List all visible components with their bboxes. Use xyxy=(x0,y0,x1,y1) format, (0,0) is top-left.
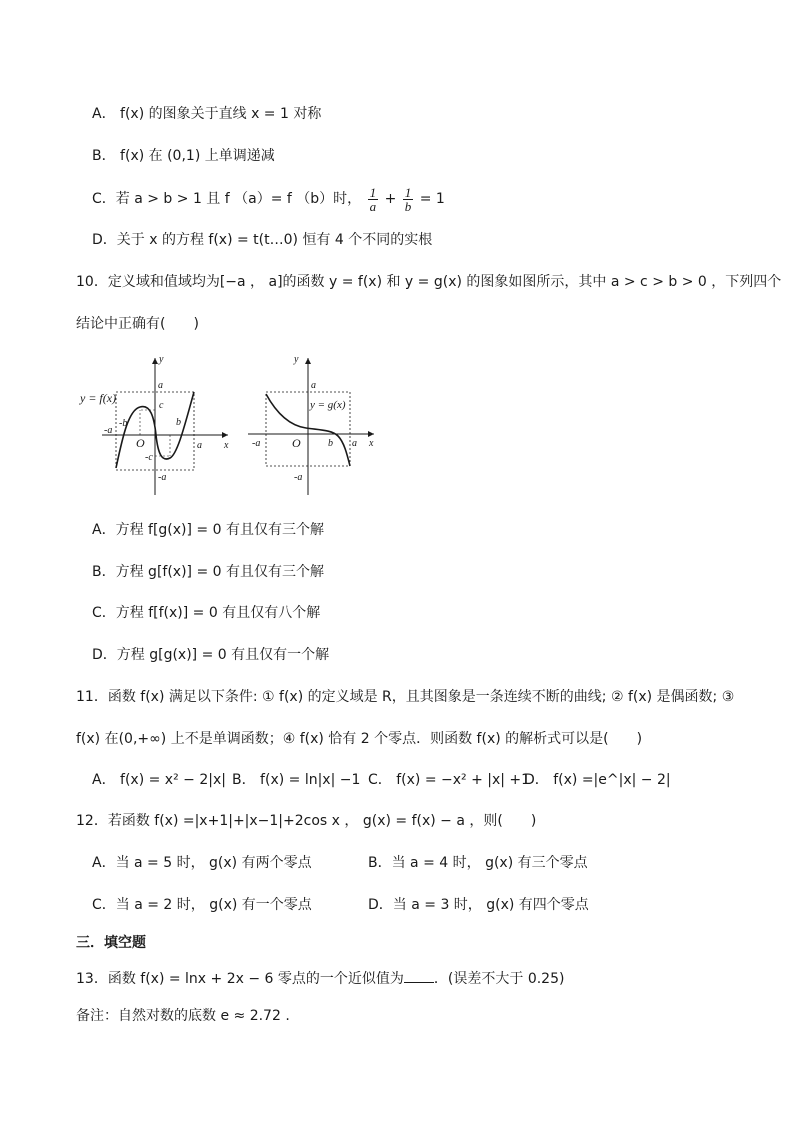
answer-blank xyxy=(404,968,434,983)
q13-stem-tolerance: ．(误差不大于 0.25) xyxy=(433,971,565,987)
q10-stem-line-1: 10．定义域和值域均为[−a ， a]的函数 y = f(x) 和 y = g(x) 的图象如图所示，其中 a > c > b > 0 ，下列四个 xyxy=(76,274,782,290)
graph-f-x-label: x xyxy=(224,440,229,451)
q11-stem-line-1: 11．函数 f(x) 满足以下条件: ① f(x) 的定义域是 R，且其图象是一条连续不断的曲线; ② f(x) 是偶函数; ③ xyxy=(76,689,735,705)
plus-sign: + xyxy=(384,191,397,207)
fraction-numerator: 1 xyxy=(404,184,412,200)
q9-option-c-fraction-2 xyxy=(403,186,414,213)
q13-stem xyxy=(76,968,564,989)
fraction-denominator: a xyxy=(369,198,377,214)
graph-g-b-label: b xyxy=(328,438,333,449)
q11-option-a: A． f(x) = x² − 2|x| xyxy=(92,772,226,788)
q9-option-b: B． f(x) 在 (0,1) 上单调递减 xyxy=(92,148,275,164)
q12-option-a: A．当 a = 5 时， g(x) 有两个零点 xyxy=(92,855,312,871)
fraction-numerator: 1 xyxy=(369,184,377,200)
q11-option-c: C． f(x) = −x² + |x| +1 xyxy=(368,772,531,788)
q12-stem: 12．若函数 f(x) =|x+1|+|x−1|+2cos x ， g(x) = f(x) − a ，则( ) xyxy=(76,813,537,829)
graph-f-y-arrow xyxy=(152,358,158,364)
graph-g-x-label: x xyxy=(369,438,374,449)
graph-g-x-arrow xyxy=(368,431,374,437)
graph-f-a-right-label: a xyxy=(197,440,202,451)
section-heading-fill-in: 三．填空题 xyxy=(76,935,146,951)
q10-stem-line-2: 结论中正确有( ) xyxy=(76,316,199,332)
graph-g-y-arrow xyxy=(305,358,311,364)
graph-g-y-label: y xyxy=(294,354,299,365)
graph-f-y-label: y xyxy=(159,354,164,365)
graph-f-neg-a-bottom-label: -a xyxy=(158,472,167,483)
q12-option-c: C．当 a = 2 时， g(x) 有一个零点 xyxy=(92,897,312,913)
q12-option-d: D．当 a = 3 时， g(x) 有四个零点 xyxy=(368,897,589,913)
graph-f-neg-b-label: -b xyxy=(119,418,128,429)
q10-option-d: D．方程 g[g(x)] = 0 有且仅有一个解 xyxy=(92,647,330,663)
q9-option-a: A． f(x) 的图象关于直线 x = 1 对称 xyxy=(92,106,322,122)
graph-g-neg-a-left-label: -a xyxy=(252,438,261,449)
fraction-denominator: b xyxy=(404,198,412,214)
q9-option-c-result: = 1 xyxy=(419,191,445,207)
graph-f-neg-c-label: -c xyxy=(145,452,153,463)
graph-g-a-top-label: a xyxy=(311,380,316,391)
q11-option-d: D． f(x) =|e^|x| − 2| xyxy=(524,772,671,788)
graph-f-a-top-label: a xyxy=(158,380,163,391)
q11-stem-line-2: f(x) 在(0,+∞) 上不是单调函数；④ f(x) 恰有 2 个零点．则函数 f(x) 的解析式可以是( ) xyxy=(76,731,643,747)
q12-option-b: B．当 a = 4 时， g(x) 有三个零点 xyxy=(368,855,588,871)
graph-f-c-label: c xyxy=(159,400,164,411)
q9-option-c-fraction-1 xyxy=(368,186,379,213)
graph-g xyxy=(244,350,394,500)
q13-stem-text: 13．函数 f(x) = lnx + 2x − 6 零点的一个近似值为 xyxy=(76,971,404,987)
q9-option-c xyxy=(92,184,445,214)
graph-f-neg-a-left-label: -a xyxy=(104,425,113,436)
graph-f-x-arrow xyxy=(222,432,228,438)
q13-note: 备注：自然对数的底数 e ≈ 2.72 . xyxy=(76,1008,290,1024)
graph-g-neg-a-bottom-label: -a xyxy=(294,472,303,483)
q10-option-c: C．方程 f[f(x)] = 0 有且仅有八个解 xyxy=(92,605,321,621)
q9-option-c-text: C．若 a > b > 1 且 f （a）= f （b）时， xyxy=(92,191,362,207)
q10-option-b: B．方程 g[f(x)] = 0 有且仅有三个解 xyxy=(92,564,324,580)
graph-f-origin-label: O xyxy=(136,436,145,450)
q10-option-a: A．方程 f[g(x)] = 0 有且仅有三个解 xyxy=(92,522,324,538)
graph-f xyxy=(78,350,238,500)
graph-g-a-right-label: a xyxy=(352,438,357,449)
graph-g-origin-label: O xyxy=(292,436,301,450)
graph-f-b-label: b xyxy=(176,417,181,428)
graph-f-function-label: y = f(x) xyxy=(80,391,117,405)
graph-g-function-label: y = g(x) xyxy=(310,399,346,411)
q9-option-d: D．关于 x 的方程 f(x) = t(t…0) 恒有 4 个不同的实根 xyxy=(92,232,433,248)
q11-option-b: B． f(x) = ln|x| −1 xyxy=(232,772,361,788)
